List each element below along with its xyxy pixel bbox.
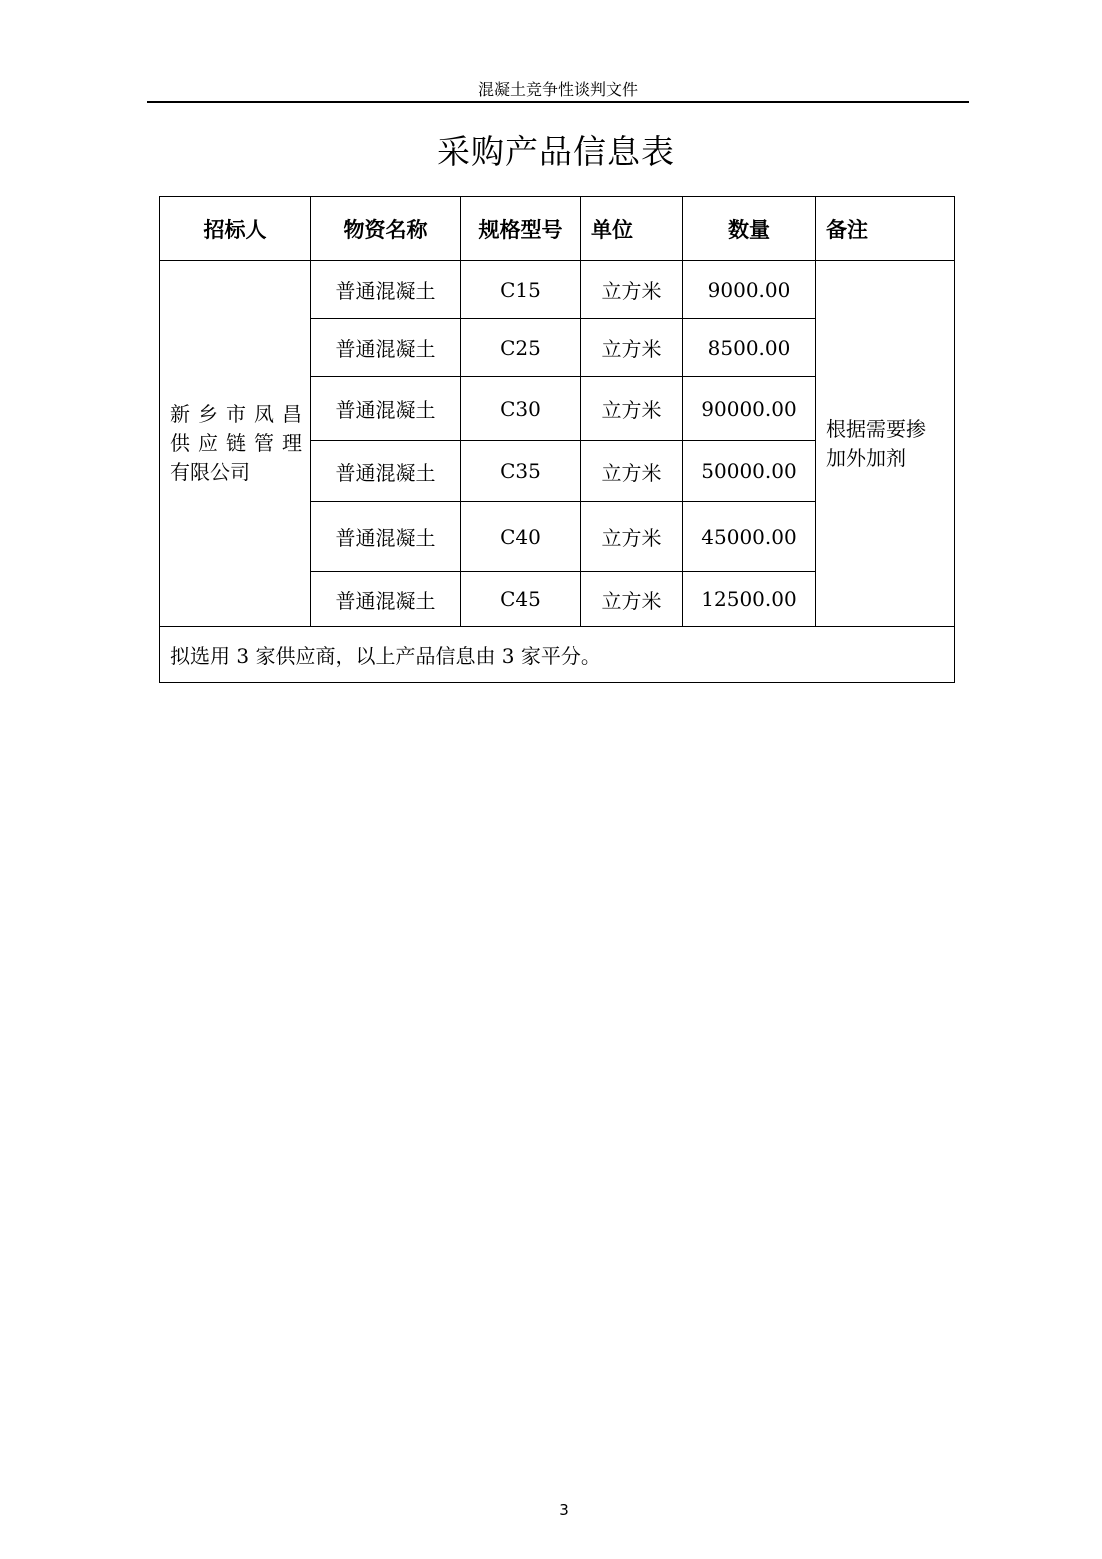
header-unit: 单位 bbox=[581, 197, 683, 261]
spec-cell: C45 bbox=[461, 572, 581, 627]
remark-cell bbox=[816, 261, 955, 627]
material-cell: 普通混凝土 bbox=[311, 502, 461, 572]
material-cell: 普通混凝土 bbox=[311, 319, 461, 377]
unit-cell: 立方米 bbox=[581, 377, 683, 441]
material-cell: 普通混凝土 bbox=[311, 261, 461, 319]
note-row bbox=[160, 627, 955, 683]
header-remark: 备注 bbox=[816, 197, 955, 261]
spec-cell: C25 bbox=[461, 319, 581, 377]
spec-cell: C30 bbox=[461, 377, 581, 441]
unit-cell: 立方米 bbox=[581, 261, 683, 319]
header-divider bbox=[147, 101, 969, 103]
header-spec: 规格型号 bbox=[461, 197, 581, 261]
spec-cell: C35 bbox=[461, 441, 581, 502]
material-cell: 普通混凝土 bbox=[311, 377, 461, 441]
quantity-cell: 45000.00 bbox=[683, 502, 816, 572]
bidder-line: 供应链管理 bbox=[170, 431, 302, 455]
header-bidder: 招标人 bbox=[160, 197, 311, 261]
table-header-row bbox=[160, 197, 955, 261]
spec-cell: C15 bbox=[461, 261, 581, 319]
quantity-cell: 90000.00 bbox=[683, 377, 816, 441]
remark-line: 加外加剂 bbox=[826, 445, 906, 470]
bidder-cell bbox=[160, 261, 311, 627]
page-number: 3 bbox=[559, 1501, 569, 1519]
header-quantity: 数量 bbox=[683, 197, 816, 261]
remark-line: 根据需要掺 bbox=[826, 416, 926, 441]
product-info-table bbox=[159, 196, 955, 683]
table-row bbox=[160, 261, 955, 319]
header-doc-name: 混凝土竞争性谈判文件 bbox=[477, 80, 638, 99]
page-title: 采购产品信息表 bbox=[437, 132, 675, 171]
supplier-note: 拟选用 3 家供应商，以上产品信息由 3 家平分。 bbox=[160, 627, 955, 683]
quantity-cell: 8500.00 bbox=[683, 319, 816, 377]
quantity-cell: 9000.00 bbox=[683, 261, 816, 319]
material-cell: 普通混凝土 bbox=[311, 441, 461, 502]
quantity-cell: 50000.00 bbox=[683, 441, 816, 502]
unit-cell: 立方米 bbox=[581, 319, 683, 377]
unit-cell: 立方米 bbox=[581, 441, 683, 502]
unit-cell: 立方米 bbox=[581, 502, 683, 572]
spec-cell: C40 bbox=[461, 502, 581, 572]
bidder-line: 有限公司 bbox=[170, 460, 250, 484]
bidder-line: 新乡市凤昌 bbox=[170, 402, 302, 426]
unit-cell: 立方米 bbox=[581, 572, 683, 627]
quantity-cell: 12500.00 bbox=[683, 572, 816, 627]
material-cell: 普通混凝土 bbox=[311, 572, 461, 627]
header-material: 物资名称 bbox=[311, 197, 461, 261]
